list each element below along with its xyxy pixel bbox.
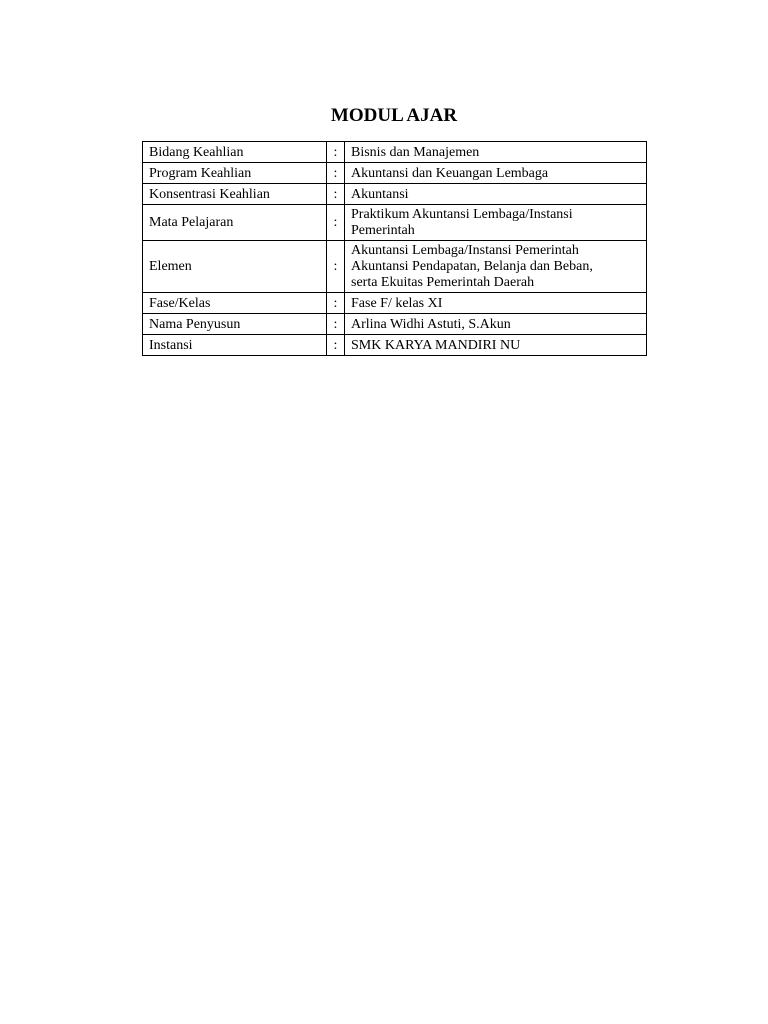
row-value-line: Pemerintah xyxy=(351,223,415,238)
row-value-line: Akuntansi dan Keuangan Lembaga xyxy=(351,165,549,181)
row-value-line: Fase F/ kelas XI xyxy=(351,295,443,311)
row-colon: : xyxy=(327,335,345,356)
row-label: Bidang Keahlian xyxy=(143,142,327,163)
row-colon: : xyxy=(327,314,345,335)
row-value xyxy=(345,335,647,356)
row-value-line: Bisnis dan Manajemen xyxy=(351,144,480,160)
row-label: Fase/Kelas xyxy=(143,293,327,314)
table-row-instansi xyxy=(143,335,647,356)
row-label: Program Keahlian xyxy=(143,163,327,184)
row-value xyxy=(345,314,647,335)
row-colon: : xyxy=(327,293,345,314)
row-label: Instansi xyxy=(143,335,327,356)
table-row-fase-kelas xyxy=(143,293,647,314)
row-value-line: Akuntansi xyxy=(351,186,409,202)
row-colon: : xyxy=(327,163,345,184)
row-label: Elemen xyxy=(143,241,327,293)
page-title: MODUL AJAR xyxy=(330,105,458,126)
row-value-line: Arlina Widhi Astuti, S.Akun xyxy=(351,316,511,332)
row-colon: : xyxy=(327,184,345,205)
table-row-mata-pelajaran xyxy=(143,205,647,241)
row-value xyxy=(345,163,647,184)
table-row-nama-penyusun xyxy=(143,314,647,335)
row-label: Mata Pelajaran xyxy=(143,205,327,241)
row-value xyxy=(345,205,647,241)
row-colon: : xyxy=(327,142,345,163)
row-value-line: serta Ekuitas Pemerintah Daerah xyxy=(351,275,535,290)
row-value xyxy=(345,241,647,293)
row-label: Konsentrasi Keahlian xyxy=(143,184,327,205)
row-value xyxy=(345,293,647,314)
table-row-elemen xyxy=(143,241,647,293)
row-value-line: Praktikum Akuntansi Lembaga/Instansi xyxy=(351,207,573,222)
table-row-program-keahlian xyxy=(143,163,647,184)
info-table xyxy=(142,141,647,356)
row-colon: : xyxy=(327,205,345,241)
row-value-line: SMK KARYA MANDIRI NU xyxy=(351,337,521,353)
table-row-konsentrasi-keahlian xyxy=(143,184,647,205)
row-label: Nama Penyusun xyxy=(143,314,327,335)
table-row-bidang-keahlian xyxy=(143,142,647,163)
row-colon: : xyxy=(327,241,345,293)
row-value-line: Akuntansi Lembaga/Instansi Pemerintah xyxy=(351,243,579,258)
row-value-line: Akuntansi Pendapatan, Belanja dan Beban, xyxy=(351,259,593,274)
row-value xyxy=(345,142,647,163)
row-value xyxy=(345,184,647,205)
